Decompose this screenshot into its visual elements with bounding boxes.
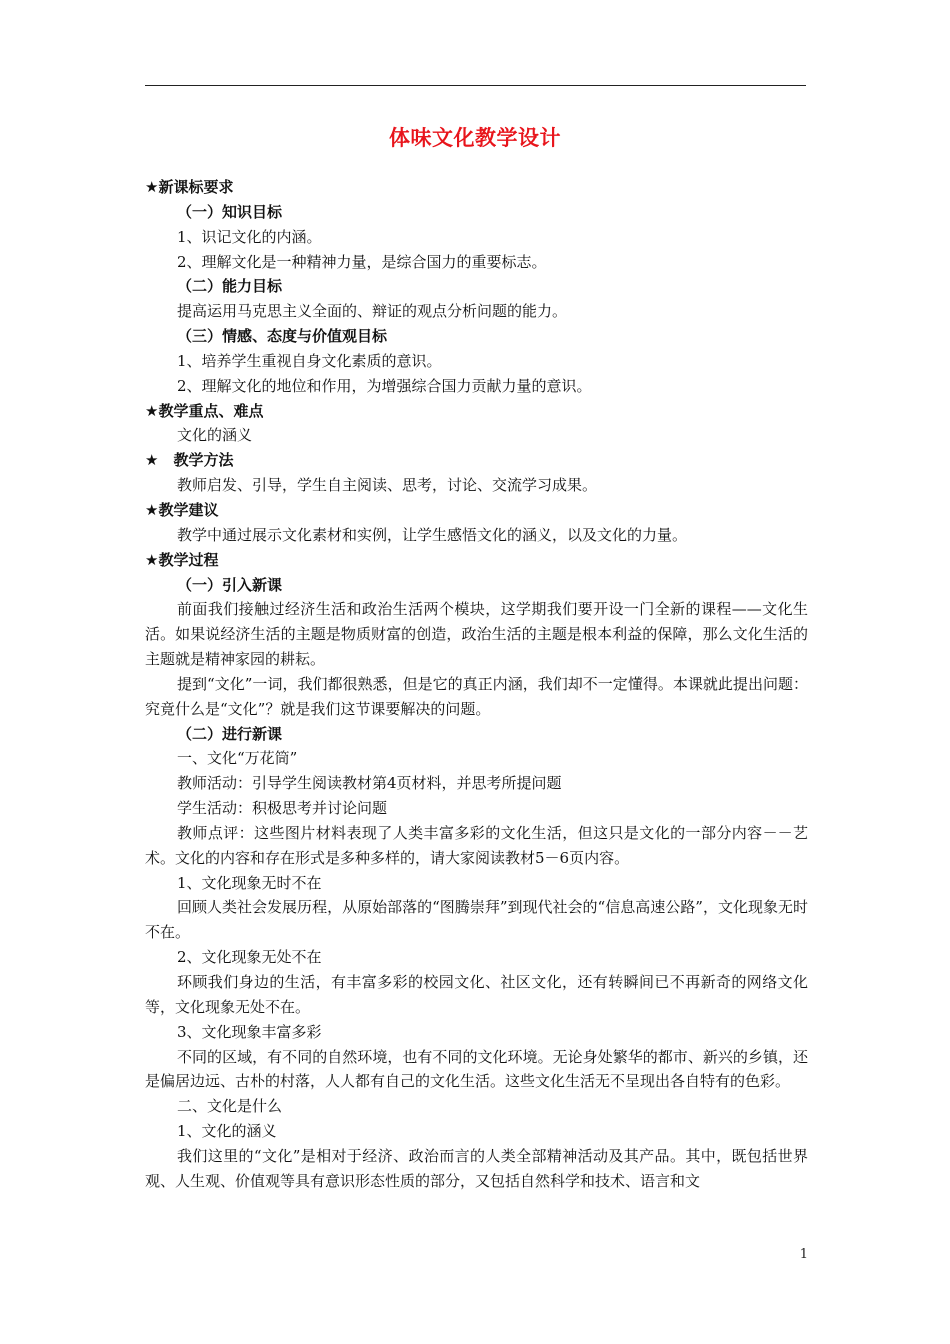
body-paragraph: 环顾我们身边的生活，有丰富多彩的校园文化、社区文化，还有转瞬间已不再新奇的网络文化等，文化现象无处不在。 (145, 973, 808, 1016)
body-paragraph: 学生活动：积极思考并讨论问题 (177, 799, 388, 818)
body-paragraph: 二、文化是什么 (177, 1097, 283, 1116)
section-heading: ★教学过程 (145, 550, 219, 569)
body-paragraph: 1、文化现象无时不在 (177, 873, 322, 892)
body-paragraph: 教师活动：引导学生阅读教材第4页材料，并思考所提问题 (177, 774, 562, 793)
body-paragraph: 一、文化“万花筒” (177, 749, 298, 768)
subsection-heading: （二）进行新课 (177, 724, 283, 743)
body-paragraph: 文化的涵义 (177, 426, 253, 445)
body-paragraph: 1、文化的涵义 (177, 1122, 277, 1141)
body-paragraph: 不同的区域，有不同的自然环境，也有不同的文化环境。无论身处繁华的都市、新兴的乡镇，还是偏居边远、古朴的村落，人人都有自己的文化生活。这些文化生活无不呈现出各自特有的色彩。 (145, 1047, 808, 1091)
body-paragraph: 3、文化现象丰富多彩 (177, 1022, 322, 1041)
body-paragraph: 前面我们接触过经济生活和政治生活两个模块，这学期我们要开设一门全新的课程——文化生活。如果说经济生活的主题是物质财富的创造，政治生活的主题是根本利益的保障，那么文化生活的主题就是精神家园的耕耘。 (145, 600, 808, 669)
document-title: 体味文化教学设计 (389, 126, 561, 150)
body-paragraph: 教师点评：这些图片材料表现了人类丰富多彩的文化生活，但这只是文化的一部分内容－－艺术。文化的内容和存在形式是多种多样的，请大家阅读教材5－6页内容。 (145, 823, 808, 867)
section-heading: ★教学建议 (145, 500, 219, 519)
body-paragraph: 2、文化现象无处不在 (177, 948, 322, 967)
body-paragraph: 2、理解文化的地位和作用，为增强综合国力贡献力量的意识。 (177, 376, 592, 395)
document-body (145, 175, 808, 1194)
header-rule (145, 85, 806, 86)
subsection-heading: （二）能力目标 (177, 277, 283, 296)
subsection-heading: （一）知识目标 (177, 202, 283, 221)
subsection-heading: （一）引入新课 (177, 575, 283, 594)
body-paragraph: 教学中通过展示文化素材和实例，让学生感悟文化的涵义，以及文化的力量。 (177, 525, 688, 544)
body-paragraph: 1、培养学生重视自身文化素质的意识。 (177, 351, 442, 370)
body-paragraph: 回顾人类社会发展历程，从原始部落的“图腾崇拜”到现代社会的“信息高速公路”，文化现象无时不在。 (145, 898, 808, 942)
section-heading: ★ 教学方法 (145, 451, 234, 470)
section-heading: ★新课标要求 (145, 178, 234, 196)
body-paragraph: 我们这里的“文化”是相对于经济、政治而言的人类全部精神活动及其产品。其中，既包括世界观、人生观、价值观等具有意识形态性质的部分，又包括自然科学和技术、语言和文 (145, 1146, 808, 1190)
body-paragraph: 教师启发、引导，学生自主阅读、思考，讨论、交流学习成果。 (177, 476, 598, 495)
section-heading: ★教学重点、难点 (145, 401, 264, 420)
body-paragraph: 1、识记文化的内涵。 (177, 227, 322, 246)
subsection-heading: （三）情感、态度与价值观目标 (177, 327, 388, 346)
body-paragraph: 提高运用马克思主义全面的、辩证的观点分析问题的能力。 (177, 302, 568, 321)
page-number: 1 (799, 1247, 808, 1262)
body-paragraph: 提到“文化”一词，我们都很熟悉，但是它的真正内涵，我们却不一定懂得。本课就此提出问题：究竟什么是“文化”？就是我们这节课要解决的问题。 (145, 674, 808, 718)
body-paragraph: 2、理解文化是一种精神力量，是综合国力的重要标志。 (177, 252, 547, 271)
